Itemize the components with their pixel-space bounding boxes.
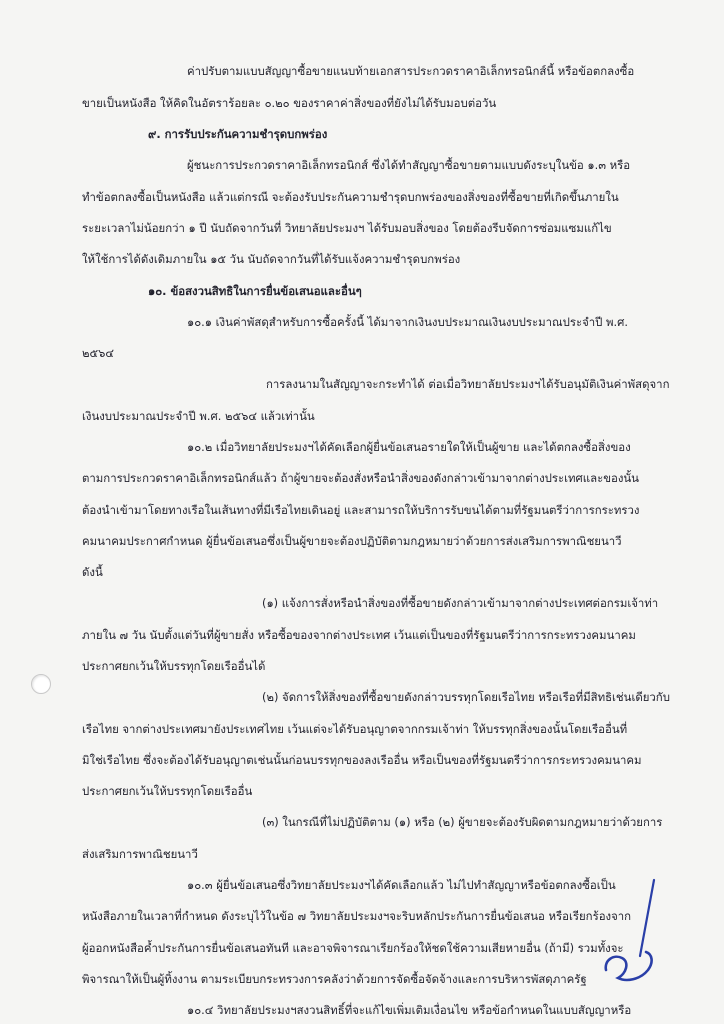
punch-hole [31, 674, 51, 694]
text-line: ๑๐.๑ เงินค่าพัสดุสำหรับการซื้อครั้งนี้ ได้มาจากเงินงบประมาณเงินงบประมาณประจำปี พ.ศ. [187, 315, 628, 329]
section-heading: ๑๐. ข้อสงวนสิทธิในการยื่นข้อเสนอและอื่นๆ [148, 284, 362, 298]
text-line: มิใช่เรือไทย ซึ่งจะต้องได้รับอนุญาตเช่นนั้นก่อนบรรทุกของลงเรืออื่น หรือเป็นของที่รัฐมนตรีว่าการกระทรวงคมนาคม [82, 753, 642, 767]
text-line: ประกาศยกเว้นให้บรรทุกโดยเรืออื่น [82, 784, 253, 798]
text-line: ๒๕๖๔ [82, 346, 114, 360]
text-line: ตามการประกวดราคาอิเล็กทรอนิกส์แล้ว ถ้าผู้ขายจะต้องสั่งหรือนำสิ่งของดังกล่าวเข้ามาจากต่างประเทศและของนั้น [82, 471, 639, 485]
text-line: ให้ใช้การได้ดังเดิมภายใน ๑๕ วัน นับถัดจากวันที่ได้รับแจ้งความชำรุดบกพร่อง [82, 252, 461, 266]
text-line: หนังสือภายในเวลาที่กำหนด ดังระบุไว้ในข้อ ๗ วิทยาลัยประมงฯจะริบหลักประกันการยื่นข้อเสนอ หรือเรียกร้องจาก [82, 909, 632, 923]
text-line: ๑๐.๒ เมื่อวิทยาลัยประมงฯได้คัดเลือกผู้ยื่นข้อเสนอรายใดให้เป็นผู้ขาย และได้ตกลงซื้อสิ่งของ [187, 440, 631, 454]
text-line: ระยะเวลาไม่น้อยกว่า ๑ ปี นับถัดจากวันที่ วิทยาลัยประมงฯ ได้รับมอบสิ่งของ โดยต้องรีบจัดการซ่อมแซมแก้ไข [82, 221, 612, 235]
text-line: ๑๐.๔ วิทยาลัยประมงฯสงวนสิทธิ์ที่จะแก้ไขเพิ่มเติมเงื่อนไข หรือข้อกำหนดในแบบสัญญาหรือ [187, 1003, 632, 1017]
text-line: ผู้ชนะการประกวดราคาอิเล็กทรอนิกส์ ซึ่งได้ทำสัญญาซื้อขายตามแบบดังระบุในข้อ ๑.๓ หรือ [187, 158, 631, 172]
text-line: ต้องนำเข้ามาโดยทางเรือในเส้นทางที่มีเรือไทยเดินอยู่ และสามารถให้บริการรับขนได้ตามที่รัฐมนตรีว่าการกระทรวง [82, 503, 640, 517]
text-line: ดังนี้ [82, 565, 103, 579]
text-line: ค่าปรับตามแบบสัญญาซื้อขายแนบท้ายเอกสารประกวดราคาอิเล็กทรอนิกส์นี้ หรือข้อตกลงซื้อ [187, 64, 635, 78]
text-line: ประกาศยกเว้นให้บรรทุกโดยเรืออื่นได้ [82, 659, 266, 673]
text-line: การลงนามในสัญญาจะกระทำได้ ต่อเมื่อวิทยาลัยประมงฯได้รับอนุมัติเงินค่าพัสดุจาก [266, 377, 670, 391]
text-line: ๑๐.๓ ผู้ยื่นข้อเสนอซึ่งวิทยาลัยประมงฯได้คัดเลือกแล้ว ไม่ไปทำสัญญาหรือข้อตกลงซื้อเป็น [187, 878, 616, 892]
handwritten-page-mark [596, 878, 668, 988]
text-line: ทำข้อตกลงซื้อเป็นหนังสือ แล้วแต่กรณี จะต้องรับประกันความชำรุดบกพร่องของสิ่งของที่ซื้อขายที่เกิดขึ้นภายใน [82, 190, 619, 204]
text-line: เรือไทย จากต่างประเทศมายังประเทศไทย เว้นแต่จะได้รับอนุญาตจากกรมเจ้าท่า ให้บรรทุกสิ่งของนั้นโดยเรืออื่นที่ [82, 722, 628, 736]
text-line: ขายเป็นหนังสือ ให้คิดในอัตราร้อยละ ๐.๒๐ ของราคาค่าสิ่งของที่ยังไม่ได้รับมอบต่อวัน [82, 96, 497, 110]
text-line: (๓) ในกรณีที่ไม่ปฏิบัติตาม (๑) หรือ (๒) ผู้ขายจะต้องรับผิดตามกฎหมายว่าด้วยการ [262, 815, 663, 829]
text-line: ผู้ออกหนังสือค้ำประกันการยื่นข้อเสนอทันที และอาจพิจารณาเรียกร้องให้ชดใช้ความเสียหายอื่น (ถ้ามี) รวมทั้งจะ [82, 941, 624, 955]
text-line: คมนาคมประกาศกำหนด ผู้ยื่นข้อเสนอซึ่งเป็นผู้ขายจะต้องปฏิบัติตามกฎหมายว่าด้วยการส่งเสริมการพาณิชยนาวี [82, 534, 622, 548]
section-heading: ๙. การรับประกันความชำรุดบกพร่อง [148, 127, 328, 141]
text-line: (๑) แจ้งการสั่งหรือนำสิ่งของที่ซื้อขายดังกล่าวเข้ามาจากต่างประเทศต่อกรมเจ้าท่า [262, 596, 659, 610]
text-line: เงินงบประมาณประจำปี พ.ศ. ๒๕๖๔ แล้วเท่านั้น [82, 409, 315, 423]
text-line: พิจารณาให้เป็นผู้ทิ้งงาน ตามระเบียบกระทรวงการคลังว่าด้วยการจัดซื้อจัดจ้างและการบริหารพัสดุภาครัฐ [82, 972, 587, 986]
text-line: ภายใน ๗ วัน นับตั้งแต่วันที่ผู้ขายสั่ง หรือซื้อของจากต่างประเทศ เว้นแต่เป็นของที่รัฐมนตรีว่าการกระทรวงคมนาคม [82, 628, 636, 642]
text-line: ส่งเสริมการพาณิชยนาวี [82, 847, 198, 861]
text-line: (๒) จัดการให้สิ่งของที่ซื้อขายดังกล่าวบรรทุกโดยเรือไทย หรือเรือที่มีสิทธิเช่นเดียวกับ [262, 690, 670, 704]
